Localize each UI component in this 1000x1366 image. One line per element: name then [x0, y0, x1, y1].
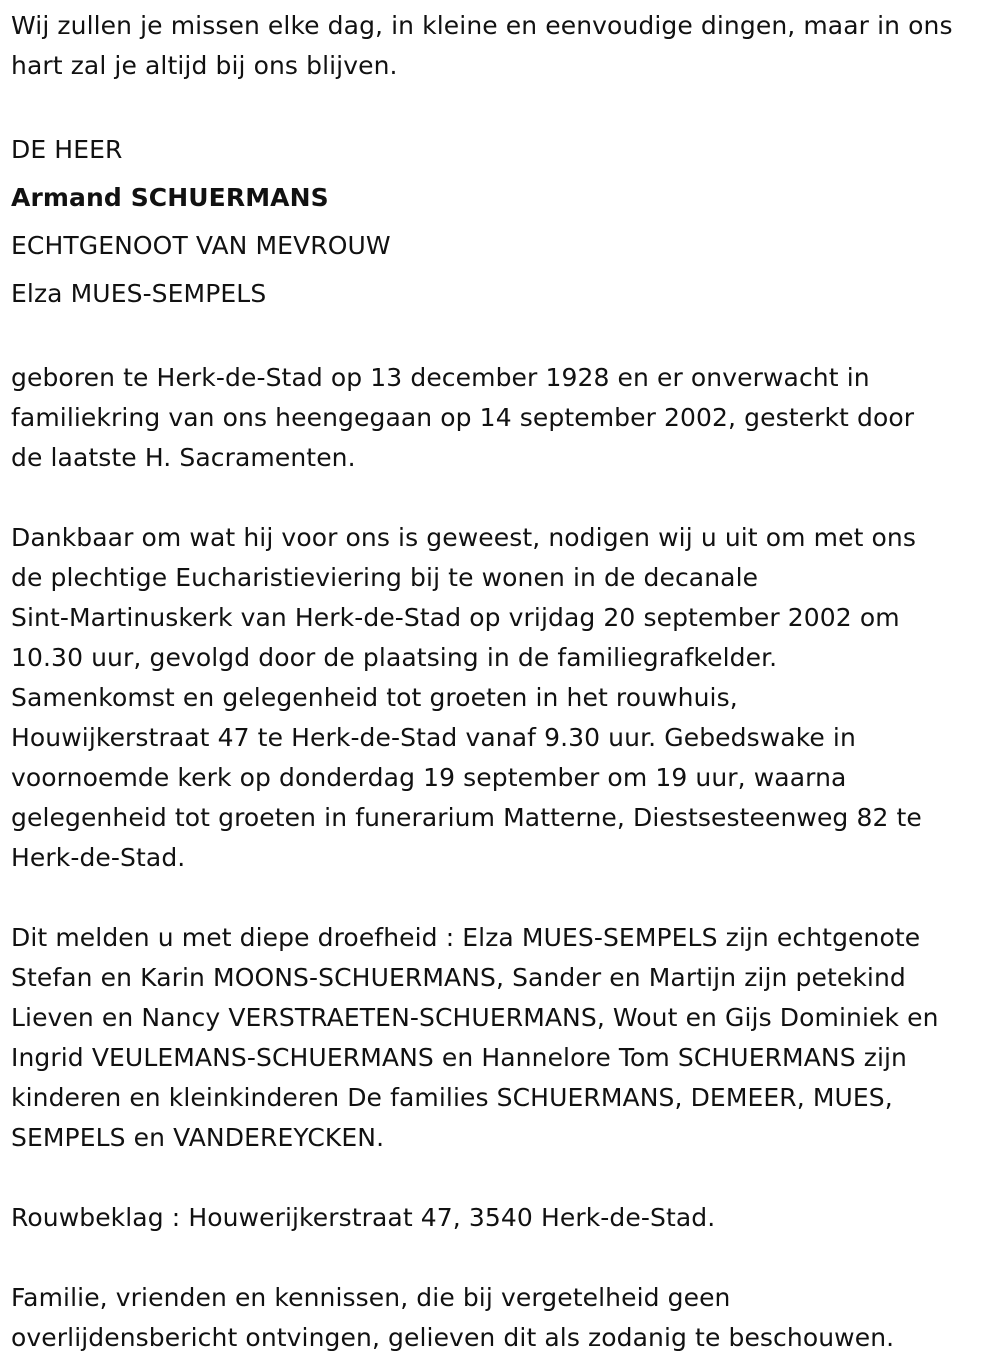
deceased-name: Armand SCHUERMANS	[11, 183, 329, 212]
deceased-heading	[11, 126, 993, 318]
text-line: kinderen en kleinkinderen De families SCHUERMANS, DEMEER, MUES,	[11, 1083, 893, 1112]
text-line: Sint-Martinuskerk van Herk-de-Stad op vrijdag 20 september 2002 om	[11, 603, 900, 632]
text-line: Dankbaar om wat hij voor ons is geweest, nodigen wij u uit om met ons	[11, 523, 916, 552]
birth-death-paragraph	[11, 358, 993, 478]
closing-paragraph	[11, 1278, 993, 1358]
text-line: de plechtige Eucharistieviering bij te wonen in de decanale	[11, 563, 759, 592]
text-line: geboren te Herk-de-Stad op 13 december 1928 en er onverwacht in	[11, 363, 870, 392]
quote-line: hart zal je altijd bij ons blijven.	[11, 51, 398, 80]
quote-line: Wij zullen je missen elke dag, in kleine en eenvoudige dingen, maar in ons	[11, 11, 953, 40]
spouse-name: Elza MUES-SEMPELS	[11, 279, 267, 308]
spacer	[11, 86, 993, 126]
text-line: Ingrid VEULEMANS-SCHUERMANS en Hannelore Tom SCHUERMANS zijn	[11, 1043, 908, 1072]
relation-label: ECHTGENOOT VAN MEVROUW	[11, 231, 391, 260]
opening-quote	[11, 6, 993, 86]
text-line: 10.30 uur, gevolgd door de plaatsing in de familiegrafkelder.	[11, 643, 778, 672]
text-line: overlijdensbericht ontvingen, gelieven dit als zodanig te beschouwen.	[11, 1323, 895, 1352]
text-line: voornoemde kerk op donderdag 19 september om 19 uur, waarna	[11, 763, 847, 792]
text-line: de laatste H. Sacramenten.	[11, 443, 356, 472]
spacer	[11, 318, 993, 358]
ceremony-paragraph	[11, 518, 993, 878]
text-line: Familie, vrienden en kennissen, die bij vergetelheid geen	[11, 1283, 731, 1312]
family-paragraph	[11, 918, 993, 1158]
honorific-title: DE HEER	[11, 135, 123, 164]
condolence-address	[11, 1198, 993, 1238]
spacer	[11, 1158, 993, 1198]
text-line: Herk-de-Stad.	[11, 843, 186, 872]
text-line: Lieven en Nancy VERSTRAETEN-SCHUERMANS, Wout en Gijs Dominiek en	[11, 1003, 939, 1032]
text-line: familiekring van ons heengegaan op 14 september 2002, gesterkt door	[11, 403, 915, 432]
text-line: Dit melden u met diepe droefheid : Elza MUES-SEMPELS zijn echtgenote	[11, 923, 921, 952]
spacer	[11, 478, 993, 518]
spacer	[11, 878, 993, 918]
text-line: Stefan en Karin MOONS-SCHUERMANS, Sander en Martijn zijn petekind	[11, 963, 906, 992]
text-line: Houwijkerstraat 47 te Herk-de-Stad vanaf 9.30 uur. Gebedswake in	[11, 723, 856, 752]
text-line: Samenkomst en gelegenheid tot groeten in het rouwhuis,	[11, 683, 738, 712]
text-line: Rouwbeklag : Houwerijkerstraat 47, 3540 Herk-de-Stad.	[11, 1203, 716, 1232]
obituary-document	[11, 6, 993, 1358]
text-line: gelegenheid tot groeten in funerarium Matterne, Diestsesteenweg 82 te	[11, 803, 922, 832]
text-line: SEMPELS en VANDEREYCKEN.	[11, 1123, 385, 1152]
spacer	[11, 1238, 993, 1278]
